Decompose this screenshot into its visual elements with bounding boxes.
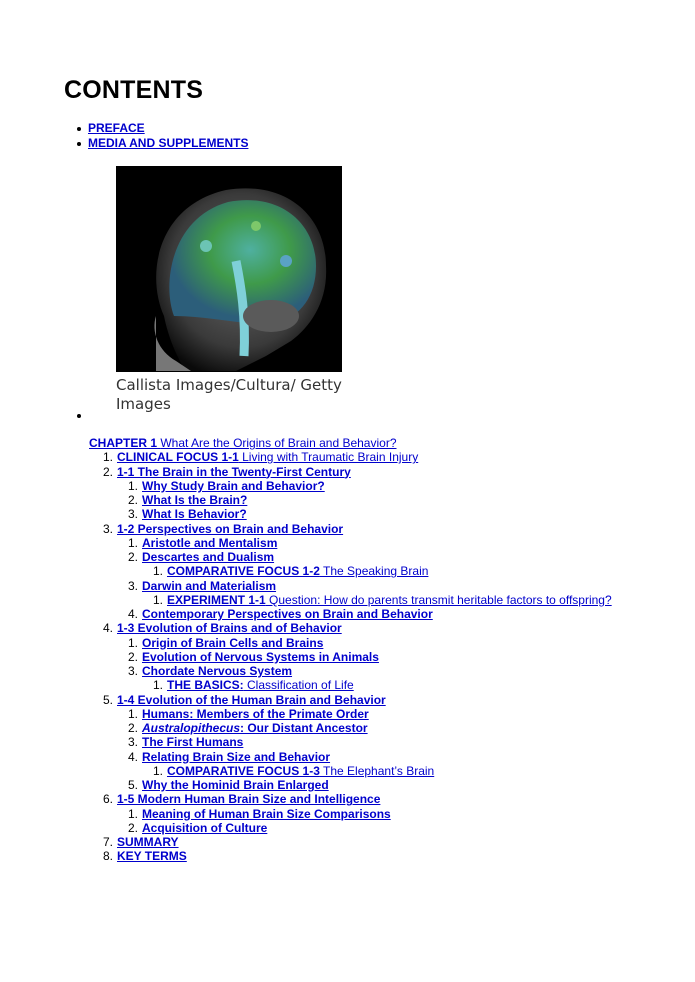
toc-link-bold: 1-4 Evolution of the Human Brain and Behavior — [117, 692, 386, 707]
toc-row — [89, 621, 612, 635]
toc-link-italic: Australopithecus — [142, 721, 241, 735]
chapter-1-link[interactable] — [89, 436, 397, 450]
toc-entries — [89, 450, 612, 863]
toc-number: 2. — [127, 721, 138, 735]
toc-link-text: Classification of Life — [243, 678, 354, 693]
toc-number: 3. — [102, 521, 113, 536]
toc-link-bold: 1-3 Evolution of Brains and of Behavior — [117, 621, 342, 636]
toc-link[interactable] — [142, 579, 276, 593]
toc-link-text: The Elephant’s Brain — [319, 763, 435, 778]
toc-row — [89, 536, 612, 550]
toc-link-bold: Chordate Nervous System — [142, 664, 293, 678]
toc-link[interactable] — [117, 465, 351, 479]
toc-row — [89, 835, 612, 849]
toc-number: 5. — [102, 692, 113, 707]
toc-number: 5. — [127, 778, 138, 792]
toc-row — [89, 821, 612, 835]
toc-number: 3. — [127, 735, 138, 750]
toc-link[interactable] — [117, 621, 342, 635]
toc-link-bold: 1-1 The Brain in the Twenty-First Century — [117, 464, 351, 479]
toc-link[interactable] — [142, 550, 274, 564]
toc-row — [89, 650, 612, 664]
toc-row — [89, 721, 612, 735]
toc-link[interactable] — [142, 636, 323, 650]
toc-number: 2. — [127, 550, 138, 564]
toc-link[interactable] — [142, 650, 379, 664]
toc-link[interactable] — [117, 693, 386, 707]
toc-link-bold: Origin of Brain Cells and Brains — [142, 635, 324, 650]
toc-link-bold: SUMMARY — [117, 835, 179, 849]
toc-number: 1. — [127, 806, 138, 821]
toc-link[interactable] — [117, 522, 343, 536]
toc-link-bold: Why Study Brain and Behavior? — [142, 478, 325, 493]
toc-link-bold: Meaning of Human Brain Size Comparisons — [142, 806, 391, 821]
toc-row — [89, 693, 612, 707]
toc-row — [89, 607, 612, 621]
toc-number: 1. — [127, 635, 138, 650]
toc-link-bold: COMPARATIVE FOCUS 1-2 — [167, 564, 320, 579]
toc-link[interactable] — [117, 835, 179, 849]
toc-link[interactable] — [117, 849, 187, 863]
toc-link-bold: What Is Behavior? — [142, 507, 247, 522]
toc-link-bold: Acquisition of Culture — [142, 820, 268, 835]
toc-row — [89, 664, 612, 678]
toc-link-bold: Relating Brain Size and Behavior — [142, 749, 331, 764]
toc-number: 8. — [102, 849, 113, 864]
toc-row — [89, 550, 612, 564]
toc-number: 1. — [152, 763, 163, 778]
toc-row — [89, 579, 612, 593]
toc-link[interactable] — [142, 778, 329, 792]
toc-link[interactable] — [167, 564, 428, 578]
toc-row — [89, 465, 612, 479]
toc-link-bold: 1-2 Perspectives on Brain and Behavior — [117, 521, 344, 536]
toc-number: 3. — [127, 664, 138, 678]
toc-number: 1. — [127, 478, 138, 493]
toc-link-bold: THE BASICS: — [167, 678, 244, 693]
toc-row — [89, 849, 612, 863]
toc-link-bold: What Is the Brain? — [142, 493, 248, 507]
toc-number: 7. — [102, 835, 113, 849]
chapter-heading — [89, 436, 612, 450]
toc-number: 1. — [152, 678, 163, 693]
toc-number: 3. — [127, 578, 138, 593]
toc-link-bold: : Our Distant Ancestor — [240, 721, 368, 735]
toc-row — [89, 735, 612, 749]
toc-link[interactable] — [142, 821, 267, 835]
image-credit — [116, 376, 342, 414]
media-supplements-link[interactable]: MEDIA AND SUPPLEMENTS — [88, 136, 249, 150]
toc-link-bold: Evolution of Nervous Systems in Animals — [142, 649, 379, 664]
toc-row — [89, 564, 612, 578]
toc-row — [89, 750, 612, 764]
toc-link[interactable] — [142, 493, 247, 507]
toc-row — [89, 807, 612, 821]
credit-line: Images — [116, 395, 171, 413]
toc-number: 1. — [152, 564, 163, 579]
toc-number: 4. — [102, 621, 113, 636]
toc-number: 1. — [127, 706, 138, 721]
toc-link-bold: CLINICAL FOCUS 1-1 — [117, 450, 239, 465]
toc-link[interactable] — [142, 536, 277, 550]
toc-link[interactable] — [142, 479, 325, 493]
page-title: CONTENTS — [64, 76, 204, 104]
toc-link[interactable] — [142, 664, 292, 678]
toc-link-bold: Descartes and Dualism — [142, 550, 275, 564]
preface-link[interactable]: PREFACE — [88, 121, 145, 135]
toc-link-bold: Humans: Members of the Primate Order — [142, 706, 369, 721]
toc-number: 1. — [102, 450, 113, 465]
toc-row — [89, 678, 612, 692]
toc-link-bold: KEY TERMS — [117, 849, 187, 864]
toc-link-text: The Speaking Brain — [319, 564, 429, 579]
toc-row — [89, 507, 612, 521]
toc-number: 3. — [127, 507, 138, 522]
toc-link-bold: 1-5 Modern Human Brain Size and Intelligence — [117, 792, 381, 807]
toc-link[interactable] — [142, 507, 247, 521]
chapter-figure — [116, 166, 342, 414]
toc-link-text: Question: How do parents transmit heritable factors to offspring? — [265, 592, 612, 607]
toc-link[interactable] — [117, 450, 418, 464]
chapter-prefix: CHAPTER 1 — [89, 436, 158, 450]
toc-link-bold: Why the Hominid Brain Enlarged — [142, 778, 329, 792]
toc-link[interactable] — [142, 735, 243, 749]
toc-number: 4. — [127, 749, 138, 764]
toc-row — [89, 593, 612, 607]
credit-line: Callista Images/Cultura/ Getty — [116, 376, 342, 394]
toc-link[interactable] — [167, 764, 434, 778]
toc-link-bold: Aristotle and Mentalism — [142, 535, 278, 550]
toc-number: 2. — [127, 649, 138, 664]
list-item — [74, 136, 248, 151]
toc-link[interactable] — [142, 707, 369, 721]
toc-row — [89, 522, 612, 536]
toc-link[interactable] — [142, 750, 330, 764]
toc-link-bold: Contemporary Perspectives on Brain and Behavior — [142, 607, 433, 621]
list-bullet — [77, 414, 81, 418]
toc-row — [89, 493, 612, 507]
brain-mri-image — [116, 166, 342, 372]
chapter-title: What Are the Origins of Brain and Behavior? — [160, 436, 397, 450]
toc-row — [89, 764, 612, 778]
list-item — [74, 121, 248, 136]
toc-number: 2. — [127, 493, 138, 507]
toc-number: 1. — [152, 592, 163, 607]
toc-number: 6. — [102, 792, 113, 807]
toc-number: 1. — [127, 535, 138, 550]
toc-row — [89, 707, 612, 721]
toc-link-bold: COMPARATIVE FOCUS 1-3 — [167, 763, 320, 778]
toc-row — [89, 778, 612, 792]
toc-link[interactable] — [142, 807, 391, 821]
toc-number: 2. — [102, 464, 113, 479]
toc-row — [89, 792, 612, 806]
toc-link[interactable] — [167, 678, 354, 692]
toc-number: 4. — [127, 607, 138, 621]
toc-row — [89, 450, 612, 464]
toc-number: 2. — [127, 820, 138, 835]
toc-link-bold: Darwin and Materialism — [142, 578, 277, 593]
toc-link[interactable] — [117, 792, 380, 806]
front-matter-list — [74, 121, 248, 151]
table-of-contents — [89, 436, 612, 864]
toc-link[interactable] — [142, 721, 368, 735]
toc-link-text: Living with Traumatic Brain Injury — [238, 450, 419, 465]
toc-link-bold: EXPERIMENT 1-1 — [167, 592, 266, 607]
toc-link[interactable] — [142, 607, 433, 621]
toc-link-bold: The First Humans — [142, 735, 244, 750]
toc-row — [89, 636, 612, 650]
toc-row — [89, 479, 612, 493]
toc-link[interactable] — [167, 593, 612, 607]
